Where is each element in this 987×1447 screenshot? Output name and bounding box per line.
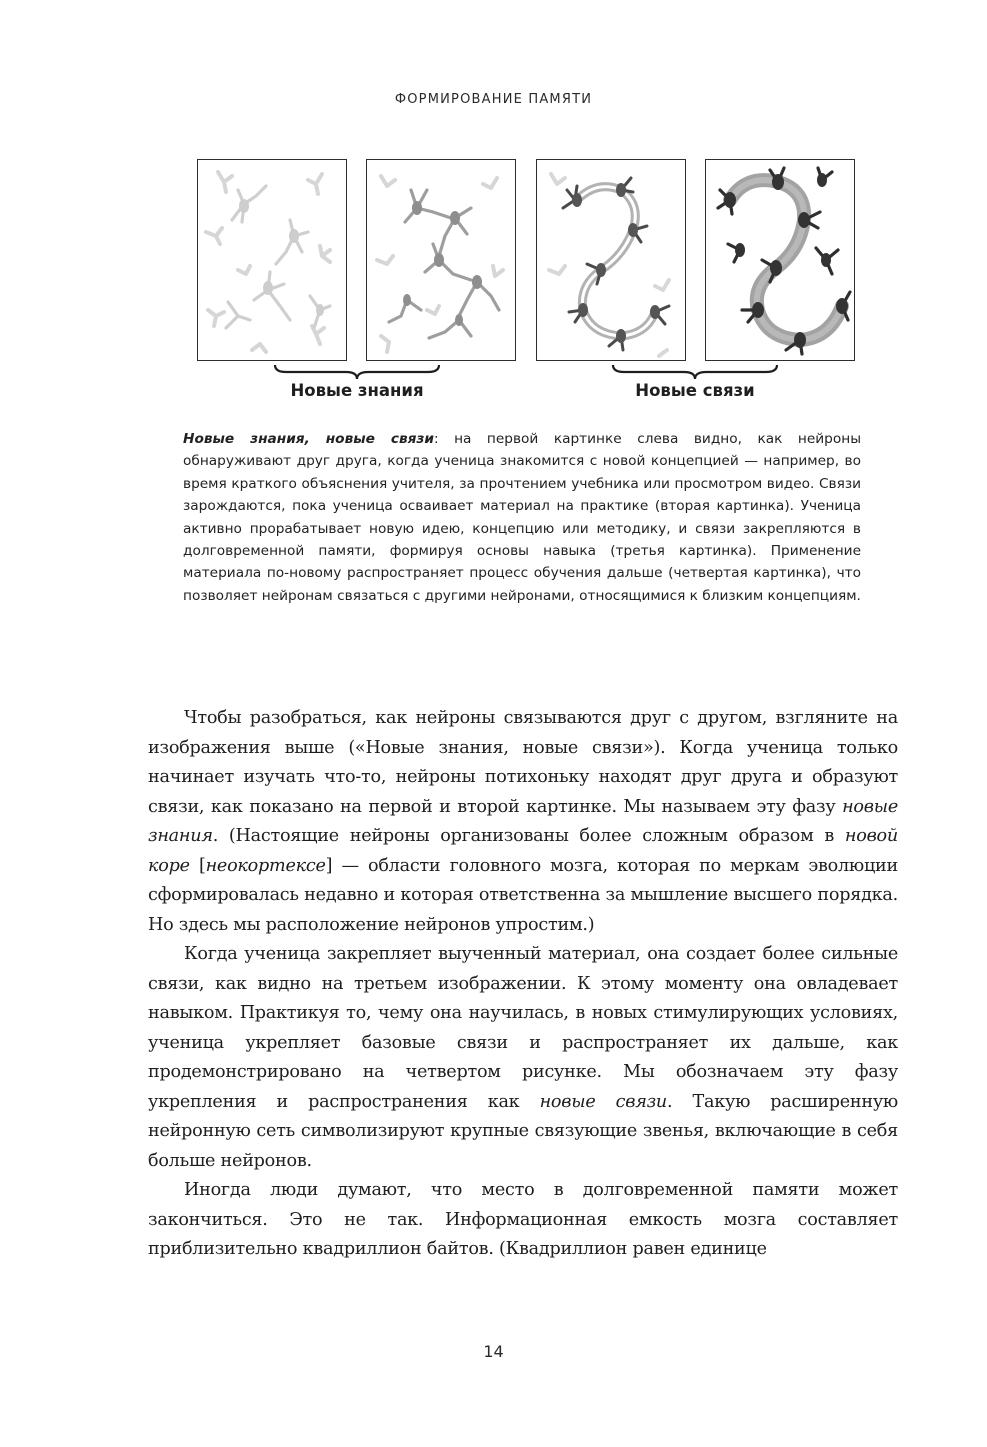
paragraph-1: Чтобы разобраться, как нейроны связываются друг с другом, взгляните на изображения выше («Новые знания, новые связи»). Когда ученица только начинает изучать что-то, нейроны потихоньку находят друг друга и образуют связи, как показано на первой и второй картинке. Мы называем эту фазу новые знания. (Настоящие нейроны организованы более сложным образом в новой коре [неокортексе] — области головного мозга, которая по меркам эволюции сформировалась недавно и которая ответственна за мышление высшего порядка. Но здесь мы расположение нейронов упростим.)	[148, 708, 898, 935]
running-header: ФОРМИРОВАНИЕ ПАМЯТИ	[394, 92, 593, 107]
brace-label-new-knowledge: Новые знания	[290, 381, 424, 400]
brace-new-connections	[610, 363, 780, 381]
figure-panel-2	[366, 159, 516, 361]
neurons-linked-illustration	[537, 160, 686, 361]
caption-lead: Новые знания, новые связи	[183, 431, 434, 447]
figure-panel-3	[536, 159, 686, 361]
brace-label-new-connections: Новые связи	[635, 381, 755, 400]
paragraph-2: Когда ученица закрепляет выученный материал, она создает более сильные связи, как видно на третьем изображении. К этому моменту она овладевает навыком. Практикуя то, чему она научилась, в новых стимулирующих условиях, ученица укрепляет базовые связи и распространяет их дальше, как продемонстрировано на четвертом рисунке. Мы обозначаем эту фазу укрепления и распространения как новые связи. Такую расширенную нейронную сеть символизируют крупные связующие звенья, включающие в себя больше нейронов.	[148, 944, 898, 1171]
neurons-sparse-illustration	[198, 160, 347, 361]
brace-new-knowledge	[272, 363, 442, 381]
paragraph-3: Иногда люди думают, что место в долговременной памяти может закончиться. Это не так. Информационная емкость мозга составляет приблизительно квадриллион байтов. (Квадриллион равен единице	[148, 1180, 898, 1259]
body-text	[148, 704, 898, 1265]
neurons-forming-illustration	[367, 160, 516, 361]
caption-text: : на первой картинке слева видно, как нейроны обнаруживают друг друга, когда ученица знакомится с новой концепцией — например, во время краткого объяснения учителя, за прочтением учебника или просмотром видео. Связи зарождаются, пока ученица осваивает материал на практике (вторая картинка). Ученица активно прорабатывает новую идею, концепцию или методику, и связи закрепляются в долговременной памяти, формируя основы навыка (третья картинка). Применение материала по-новому распространяет процесс обучения дальше (четвертая картинка), что позволяет нейронам связаться с другими нейронами, относящимися к близким концепциям.	[183, 431, 862, 604]
figure-caption	[183, 428, 861, 607]
page-number: 14	[483, 1342, 504, 1361]
figure-panel-1	[197, 159, 347, 361]
figure-panel-4	[705, 159, 855, 361]
neurons-network-illustration	[706, 160, 855, 361]
